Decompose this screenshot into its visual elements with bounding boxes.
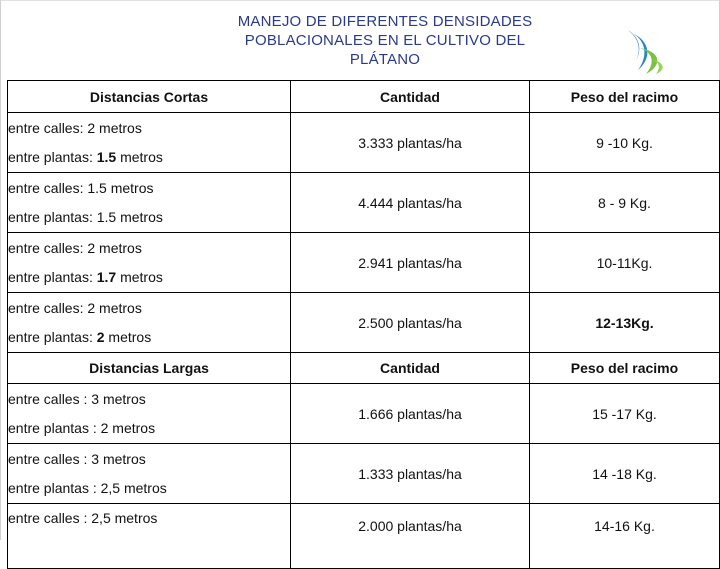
peso-cell: 10-11Kg. xyxy=(530,233,720,293)
peso-cell: 14-16 Kg. xyxy=(530,504,720,569)
distance-cell xyxy=(8,173,291,233)
plantas-text: entre plantas: 2 metros xyxy=(8,328,152,345)
calles-text: entre calles : 3 metros xyxy=(8,390,146,407)
plantas-text: entre plantas: 1.7 metros xyxy=(8,268,163,285)
cantidad-cell: 2.500 plantas/ha xyxy=(291,293,530,353)
peso-cell: 9 -10 Kg. xyxy=(530,113,720,173)
title-line-1: MANEJO DE DIFERENTES DENSIDADES xyxy=(237,13,533,30)
distance-cell xyxy=(8,293,291,353)
distance-cell xyxy=(8,113,291,173)
header-distancias-largas: Distancias Largas xyxy=(8,353,291,384)
plantas-text: entre plantas : 2,5 metros xyxy=(8,479,167,496)
title-line-2: POBLACIONALES EN EL CULTIVO DEL xyxy=(244,32,526,49)
calles-text: entre calles: 1.5 metros xyxy=(8,179,154,196)
calles-text: entre calles : 3 metros xyxy=(8,450,146,467)
table-row xyxy=(8,113,720,173)
slide-title xyxy=(190,12,580,69)
header-cantidad: Cantidad xyxy=(291,353,530,384)
header-distancias-cortas: Distancias Cortas xyxy=(8,81,291,113)
peso-cell: 14 -18 Kg. xyxy=(530,444,720,504)
header-peso-racimo: Peso del racimo xyxy=(530,353,720,384)
header-peso-racimo: Peso del racimo xyxy=(530,81,720,113)
distance-cell xyxy=(8,504,291,569)
peso-cell: 12-13Kg. xyxy=(530,293,720,353)
calles-text: entre calles: 2 metros xyxy=(8,119,142,136)
distance-cell xyxy=(8,233,291,293)
table-row xyxy=(8,504,720,569)
plantas-text: entre plantas : 2 metros xyxy=(8,419,156,436)
distance-cell xyxy=(8,444,291,504)
plantas-text: entre plantas: 1.5 metros xyxy=(8,148,163,165)
cantidad-cell: 4.444 plantas/ha xyxy=(291,173,530,233)
cantidad-cell: 2.941 plantas/ha xyxy=(291,233,530,293)
header-cantidad: Cantidad xyxy=(291,81,530,113)
cantidad-cell: 1.666 plantas/ha xyxy=(291,384,530,444)
table-row xyxy=(8,293,720,353)
cantidad-cell: 3.333 plantas/ha xyxy=(291,113,530,173)
title-line-3: PLÁTANO xyxy=(349,51,421,68)
long-distances-header xyxy=(8,353,720,384)
peso-cell: 15 -17 Kg. xyxy=(530,384,720,444)
table-row xyxy=(8,233,720,293)
calles-text: entre calles : 2,5 metros xyxy=(8,510,158,526)
short-distances-header xyxy=(8,81,720,113)
table-row xyxy=(8,444,720,504)
cantidad-cell: 2.000 plantas/ha xyxy=(291,504,530,569)
logo-icon xyxy=(622,28,668,76)
table-row xyxy=(8,384,720,444)
calles-text: entre calles: 2 metros xyxy=(8,299,142,316)
plantas-text: entre plantas: 1.5 metros xyxy=(8,208,163,225)
distance-cell xyxy=(8,384,291,444)
density-table xyxy=(7,80,720,569)
table-row xyxy=(8,173,720,233)
calles-text: entre calles: 2 metros xyxy=(8,239,142,256)
cantidad-cell: 1.333 plantas/ha xyxy=(291,444,530,504)
peso-cell: 8 - 9 Kg. xyxy=(530,173,720,233)
